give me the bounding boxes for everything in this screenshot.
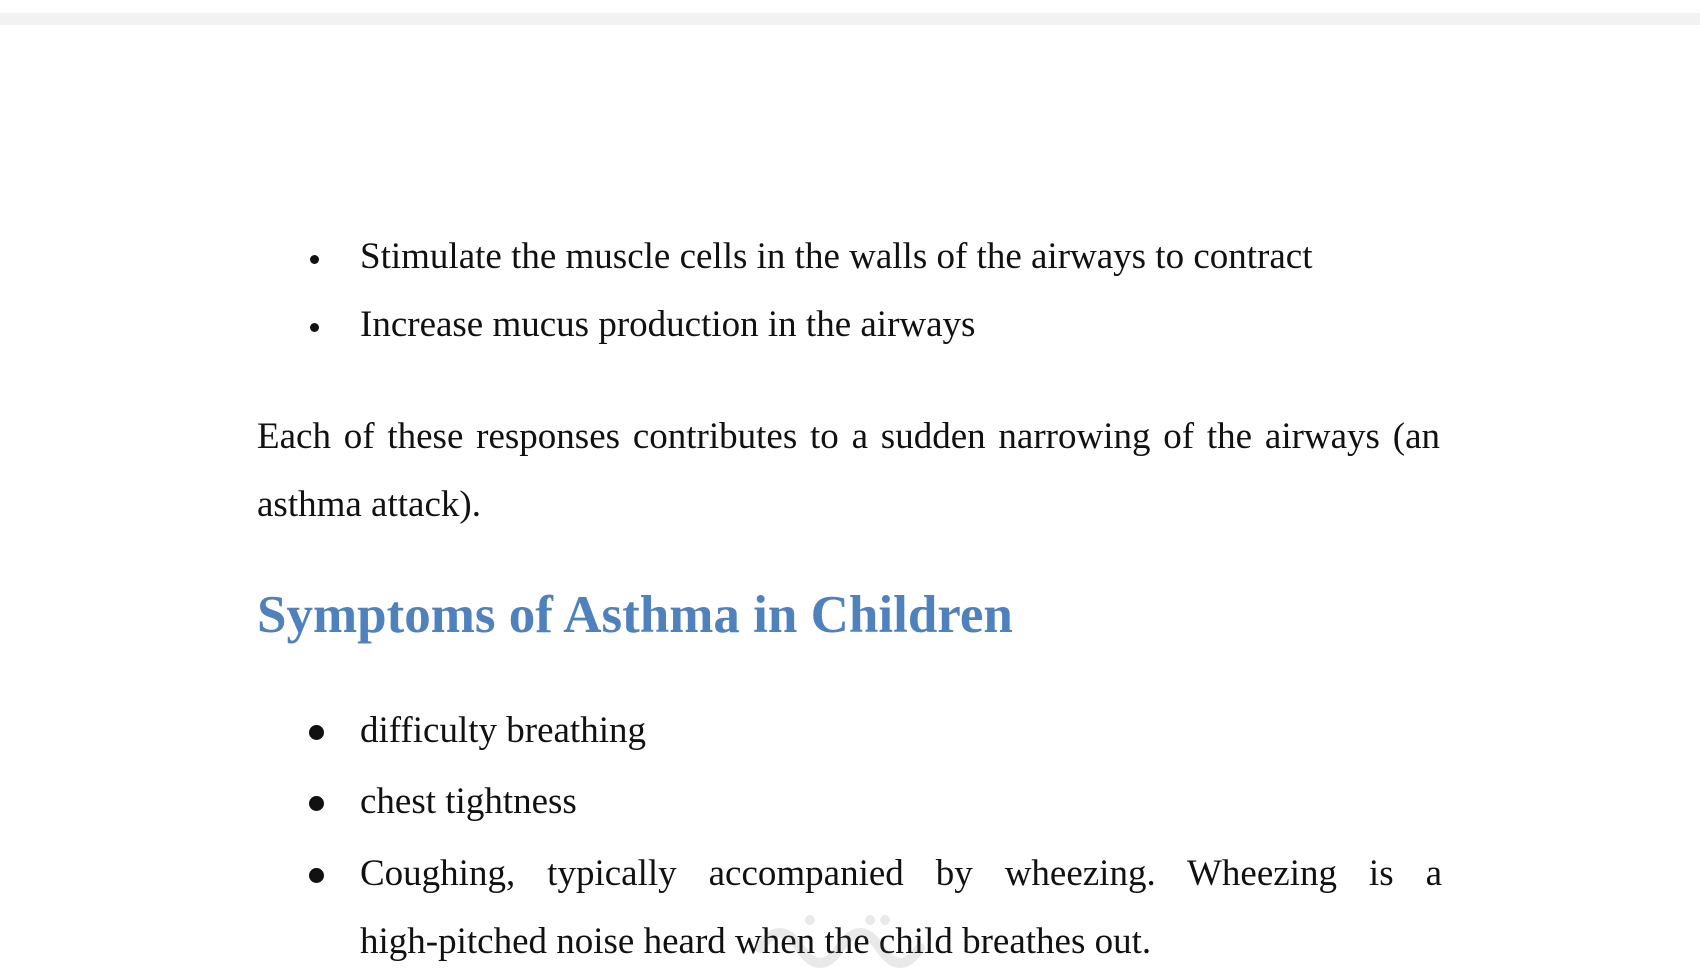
bullet-icon	[310, 255, 319, 264]
top-strip	[0, 0, 1700, 25]
watermark-logo	[750, 898, 950, 970]
bullet-icon	[309, 796, 324, 811]
top-strip-edge	[0, 0, 1700, 13]
bullet-text-line-2: high-pitched noise heard when the child breathes out.	[360, 921, 1152, 962]
bullet-text: Increase mucus production in the airways	[360, 304, 976, 345]
bullet-text: difficulty breathing	[360, 710, 646, 751]
bullet-icon	[310, 323, 319, 332]
bullet-text: chest tightness	[360, 781, 577, 822]
document-page	[0, 25, 1700, 970]
bullet-icon	[309, 725, 324, 740]
bullet-text: Stimulate the muscle cells in the walls of the airways to contract	[360, 236, 1313, 277]
section-heading: Symptoms of Asthma in Children	[257, 586, 1013, 644]
body-paragraph: Each of these responses contributes to a sudden narrowing of the airways (an asthma attack).	[257, 416, 1440, 525]
bullet-icon	[309, 868, 324, 883]
bullet-text-line-1: Coughing, typically accompanied by wheezing. Wheezing is a	[360, 853, 1442, 894]
